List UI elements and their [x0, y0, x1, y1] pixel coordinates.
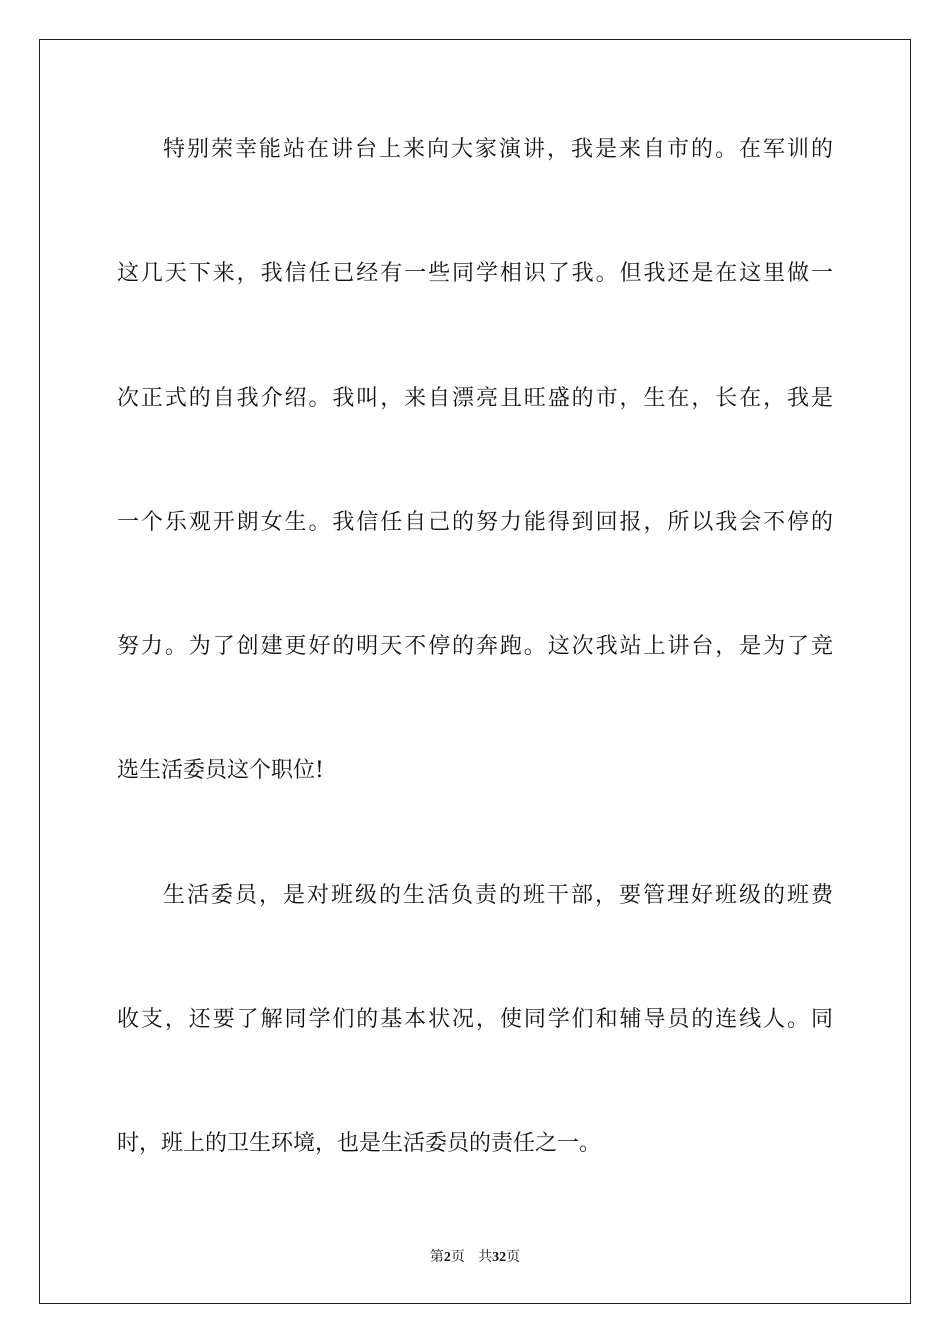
page-border [39, 39, 911, 1304]
paragraph-2-line-1: 生活委员，是对班级的生活负责的班干部，要管理好班级的班费 [163, 883, 833, 908]
paragraph-2-line-2: 收支，还要了解同学们的基本状况，使同学们和辅导员的连线人。同 [117, 1007, 833, 1032]
paragraph-1-line-5: 努力。为了创建更好的明天不停的奔跑。这次我站上讲台，是为了竞 [117, 634, 833, 659]
paragraph-1-line-4: 一个乐观开朗女生。我信任自己的努力能得到回报，所以我会不停的 [117, 510, 833, 535]
total-pages: 32 [492, 1250, 507, 1265]
paragraph-1-line-6: 选生活委员这个职位! [117, 758, 324, 783]
page-prefix: 第 [429, 1249, 444, 1265]
page-suffix: 页 [450, 1249, 465, 1265]
total-prefix: 共 [478, 1249, 493, 1265]
page-footer [0, 1247, 950, 1268]
total-suffix: 页 [506, 1249, 521, 1265]
page-number: 2 [443, 1250, 451, 1265]
paragraph-2-line-3: 时，班上的卫生环境，也是生活委员的责任之一。 [117, 1131, 602, 1156]
paragraph-1-line-2: 这几天下来，我信任已经有一些同学相识了我。但我还是在这里做一 [117, 261, 833, 286]
paragraph-1-line-1: 特别荣幸能站在讲台上来向大家演讲，我是来自市的。在军训的 [163, 137, 833, 162]
paragraph-1-line-3: 次正式的自我介绍。我叫，来自漂亮且旺盛的市，生在，长在，我是 [117, 386, 833, 411]
